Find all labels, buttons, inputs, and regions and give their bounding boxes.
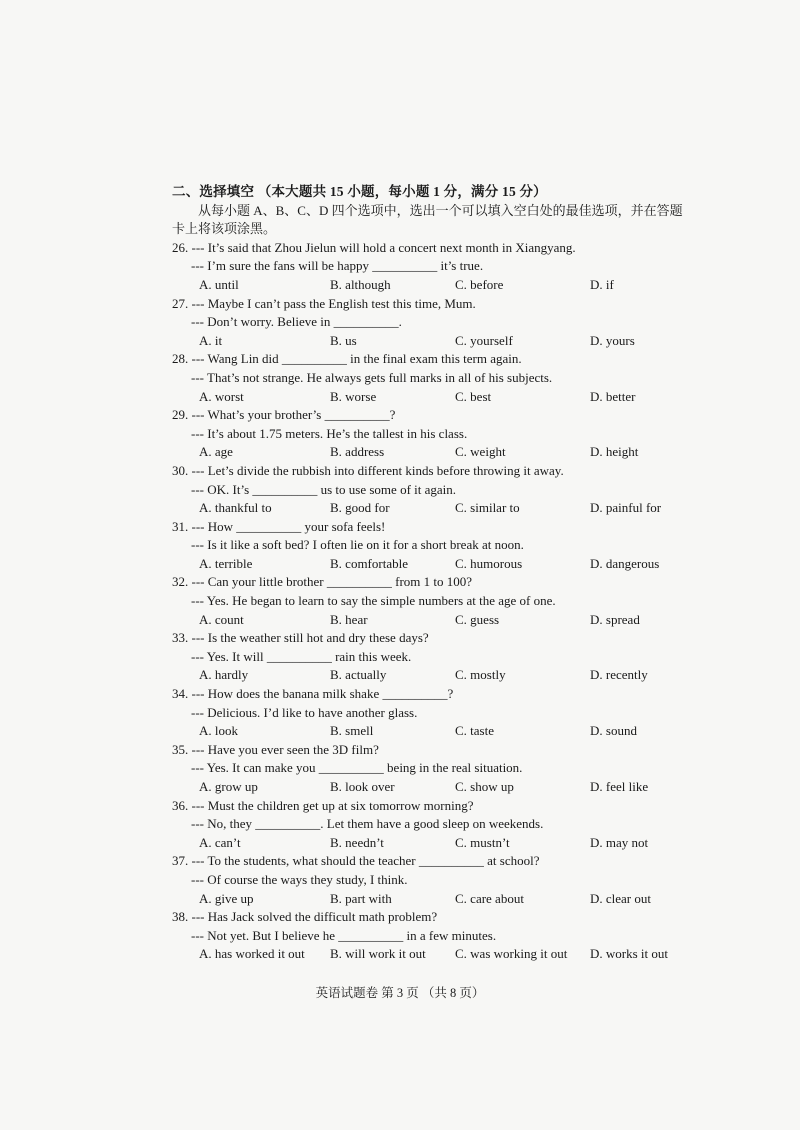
question-item <box>172 518 712 574</box>
question-item <box>172 295 712 351</box>
answer-options <box>172 945 712 964</box>
option-c: C. before <box>455 276 504 292</box>
option-d: D. may not <box>590 834 649 850</box>
question-response: --- Of course the ways they study, I think. <box>191 871 408 887</box>
option-c: C. humorous <box>455 555 523 571</box>
question-response: --- OK. It’s __________ us to use some of it again. <box>191 481 457 497</box>
option-c: C. mustn’t <box>455 834 510 850</box>
option-d: D. better <box>590 388 636 404</box>
option-d: D. yours <box>590 332 635 348</box>
section-title: 二、选择填空 <box>172 184 255 199</box>
option-c: C. best <box>455 388 492 404</box>
answer-options <box>172 722 712 741</box>
answer-options <box>172 276 712 295</box>
question-item <box>172 406 712 462</box>
question-prompt: 29. --- What’s your brother’s __________? <box>172 407 396 423</box>
option-a: A. worst <box>199 388 244 404</box>
option-d: D. painful for <box>590 500 662 516</box>
answer-options <box>172 555 712 574</box>
instruction-line-1: 从每小题 A、B、C、D 四个选项中，选出一个可以填入空白处的最佳选项，并在答题 <box>198 202 683 218</box>
option-d: D. sound <box>590 723 637 739</box>
option-b: B. will work it out <box>330 946 426 962</box>
page-footer: 英语试题卷 第 3 页 （共 8 页） <box>315 986 485 1000</box>
option-d: D. feel like <box>590 779 649 794</box>
question-item <box>172 573 712 629</box>
section-heading <box>172 183 712 202</box>
option-c: C. guess <box>455 611 500 627</box>
option-a: A. until <box>199 276 239 292</box>
question-prompt: 36. --- Must the children get up at six tomorrow morning? <box>172 797 474 813</box>
option-b: B. worse <box>330 388 377 404</box>
question-response: --- No, they __________. Let them have a good sleep on weekends. <box>191 816 544 832</box>
option-b: B. although <box>330 276 391 292</box>
option-b: B. us <box>330 332 357 348</box>
option-a: A. has worked it out <box>199 946 305 962</box>
question-item <box>172 852 712 908</box>
option-b: B. hear <box>330 611 368 627</box>
question-list <box>172 239 712 964</box>
question-response: --- That’s not strange. He always gets full marks in all of his subjects. <box>191 369 553 385</box>
option-a: A. can’t <box>199 834 241 850</box>
question-response: --- Yes. He began to learn to say the simple numbers at the age of one. <box>191 593 556 609</box>
option-d: D. works it out <box>590 946 668 962</box>
question-response: --- Is it like a soft bed? I often lie on it for a short break at noon. <box>191 537 524 553</box>
option-a: A. look <box>199 723 238 739</box>
question-prompt: 32. --- Can your little brother __________ from 1 to 100? <box>172 574 473 590</box>
option-d: D. clear out <box>590 890 652 906</box>
option-a: A. grow up <box>199 779 258 794</box>
option-a: A. thankful to <box>199 500 272 516</box>
question-prompt: 26. --- It’s said that Zhou Jielun will hold a concert next month in Xiangyang. <box>172 239 576 255</box>
question-item <box>172 350 712 406</box>
answer-options <box>172 834 712 853</box>
answer-options <box>172 499 712 518</box>
question-response: --- Yes. It can make you __________ being in the real situation. <box>191 760 523 776</box>
option-b: B. comfortable <box>330 555 408 571</box>
option-c: C. taste <box>455 723 494 739</box>
option-c: C. was working it out <box>455 946 568 962</box>
question-prompt: 30. --- Let’s divide the rubbish into different kinds before throwing it away. <box>172 462 564 478</box>
option-b: B. address <box>330 444 385 460</box>
option-a: A. age <box>199 444 233 460</box>
question-prompt: 38. --- Has Jack solved the difficult math problem? <box>172 909 438 925</box>
question-item <box>172 908 712 964</box>
option-c: C. weight <box>455 444 506 460</box>
option-b: B. look over <box>330 779 395 794</box>
question-response: --- Don’t worry. Believe in __________. <box>191 314 402 330</box>
section-instruction <box>172 202 712 239</box>
question-prompt: 27. --- Maybe I can’t pass the English test this time, Mum. <box>172 295 476 311</box>
answer-options <box>172 666 712 685</box>
option-d: D. recently <box>590 667 648 683</box>
answer-options <box>172 890 712 909</box>
answer-options <box>172 388 712 407</box>
option-c: C. mostly <box>455 667 506 683</box>
section-note: （本大题共 15 小题，每小题 1 分，满分 15 分） <box>257 184 547 199</box>
question-item <box>172 797 712 853</box>
option-c: C. show up <box>455 779 514 794</box>
option-a: A. count <box>199 611 244 627</box>
question-prompt: 34. --- How does the banana milk shake __________? <box>172 686 454 702</box>
option-c: C. similar to <box>455 500 520 516</box>
option-d: D. spread <box>590 611 640 627</box>
question-item <box>172 462 712 518</box>
option-b: B. good for <box>330 500 390 516</box>
question-prompt: 37. --- To the students, what should the teacher __________ at school? <box>172 853 540 869</box>
answer-options <box>172 443 712 462</box>
option-b: B. smell <box>330 723 374 739</box>
option-a: A. hardly <box>199 667 249 683</box>
answer-options <box>172 332 712 351</box>
option-d: D. if <box>590 276 614 292</box>
option-d: D. dangerous <box>590 555 660 571</box>
option-c: C. yourself <box>455 332 513 348</box>
option-a: A. terrible <box>199 555 253 571</box>
answer-options <box>172 611 712 630</box>
question-item <box>172 741 712 797</box>
question-item <box>172 629 712 685</box>
question-response: --- Delicious. I’d like to have another glass. <box>191 704 418 720</box>
question-item <box>172 685 712 741</box>
option-a: A. give up <box>199 890 254 906</box>
question-prompt: 35. --- Have you ever seen the 3D film? <box>172 741 379 757</box>
option-b: B. part with <box>330 890 392 906</box>
answer-options <box>172 778 712 797</box>
question-item <box>172 239 712 295</box>
option-d: D. height <box>590 444 639 460</box>
option-a: A. it <box>199 332 223 348</box>
question-section <box>172 183 712 964</box>
question-prompt: 28. --- Wang Lin did __________ in the final exam this term again. <box>172 351 522 367</box>
question-response: --- Not yet. But I believe he __________ in a few minutes. <box>191 927 497 943</box>
instruction-line-2: 卡上将该项涂黑。 <box>172 221 277 237</box>
question-prompt: 31. --- How __________ your sofa feels! <box>172 518 386 534</box>
question-prompt: 33. --- Is the weather still hot and dry these days? <box>172 630 429 646</box>
question-response: --- Yes. It will __________ rain this week. <box>191 648 412 664</box>
question-response: --- It’s about 1.75 meters. He’s the tallest in his class. <box>191 425 468 441</box>
option-b: B. actually <box>330 667 387 683</box>
option-b: B. needn’t <box>330 834 384 850</box>
question-response: --- I’m sure the fans will be happy __________ it’s true. <box>191 258 484 274</box>
option-c: C. care about <box>455 890 524 906</box>
